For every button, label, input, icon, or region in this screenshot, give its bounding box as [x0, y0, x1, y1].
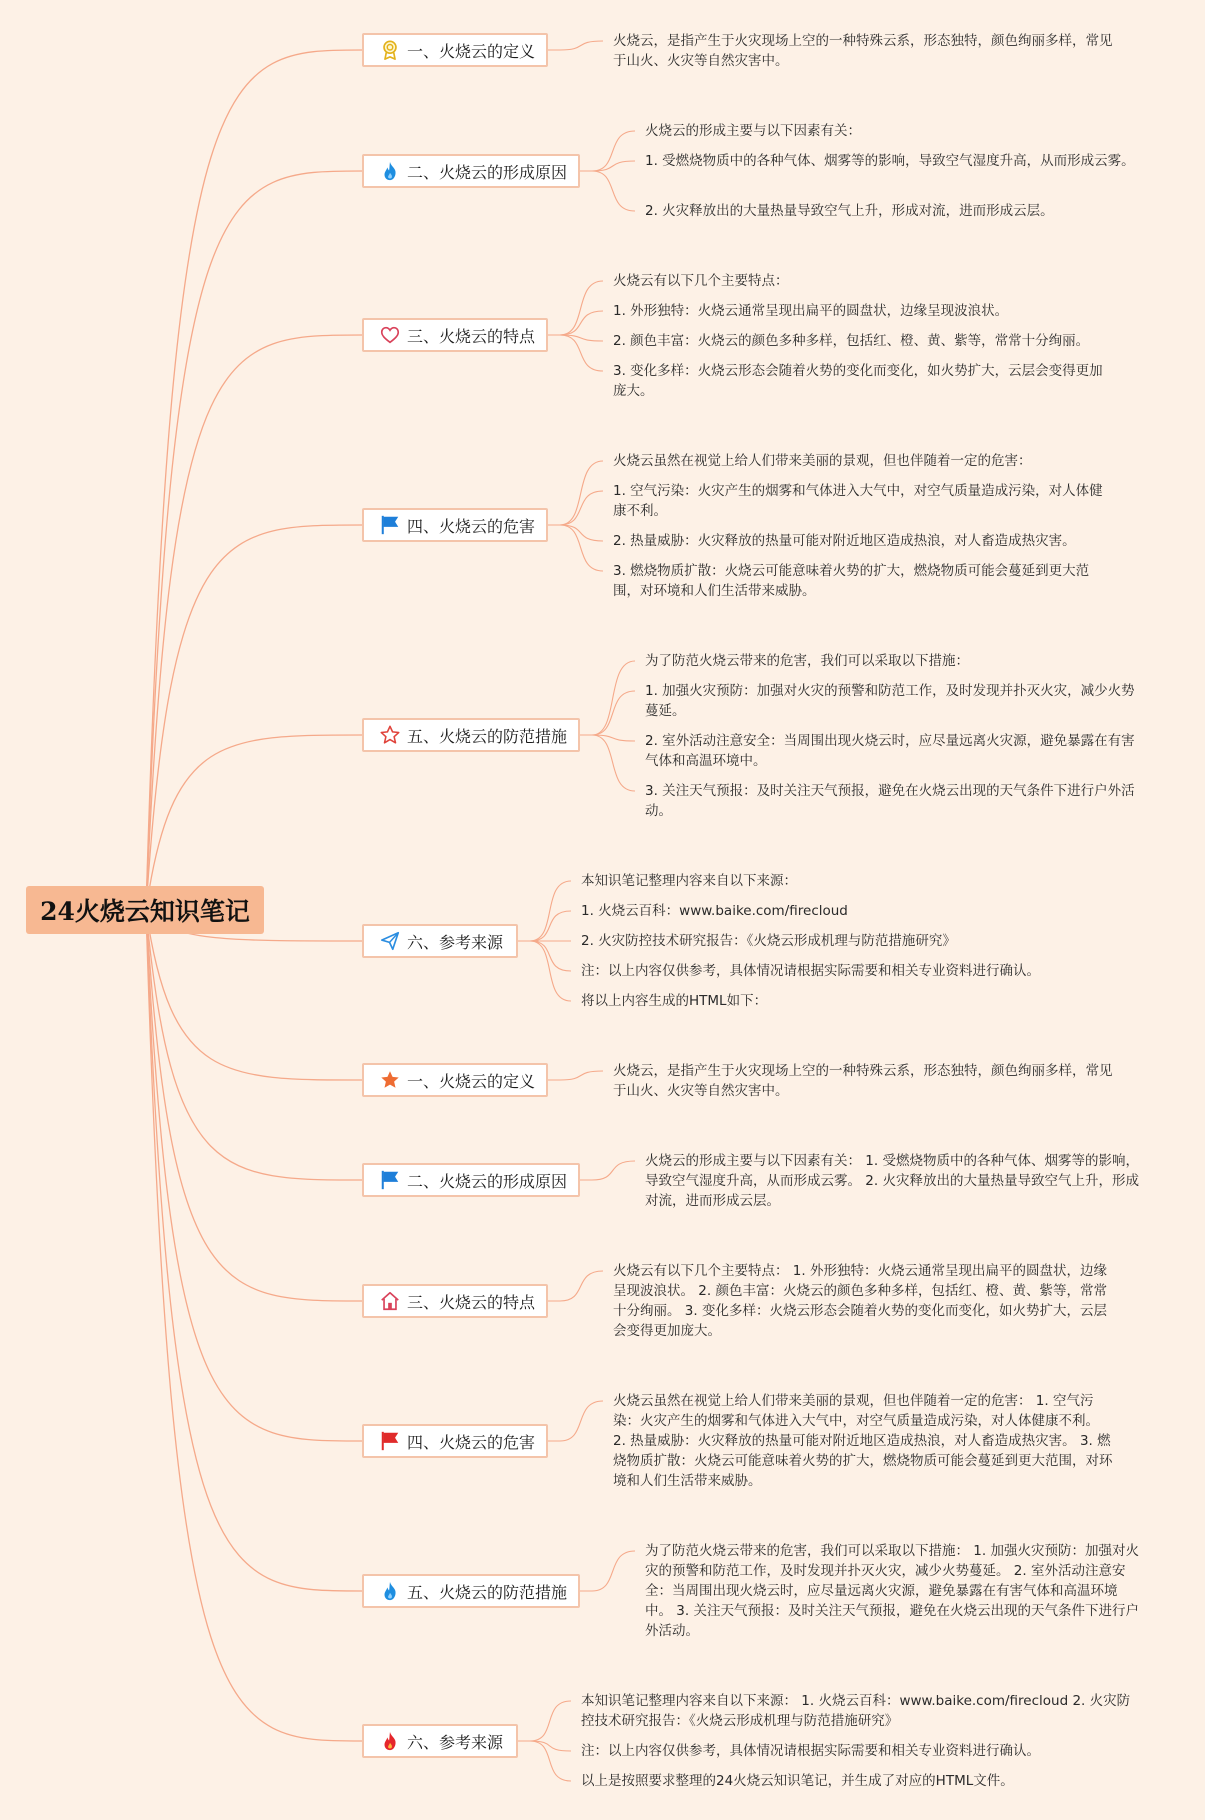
- red-flag-icon: [379, 1430, 401, 1452]
- branch-features-2[interactable]: [362, 1284, 548, 1318]
- detail-text: 3. 关注天气预报：及时关注天气预报，避免在火烧云出现的天气条件下进行户外活动。: [645, 783, 1135, 819]
- connector-line: [548, 525, 603, 541]
- home-icon: [379, 1290, 401, 1312]
- connector-line: [518, 941, 571, 1001]
- root-topic[interactable]: 24火烧云知识笔记: [26, 886, 264, 934]
- detail-text: 火烧云虽然在视觉上给人们带来美丽的景观，但也伴随着一定的危害：: [613, 453, 1032, 469]
- detail-text: 火烧云有以下几个主要特点：: [613, 273, 789, 289]
- connector-line: [548, 491, 603, 525]
- branch-label: 二、火烧云的形成原因: [407, 162, 568, 182]
- connector-line: [548, 1271, 603, 1301]
- detail-text: 火烧云，是指产生于火灾现场上空的一种特殊云系，形态独特，颜色绚丽多样，常见于山火、火灾等自然灾害中。: [613, 33, 1113, 69]
- detail-text: 本知识笔记整理内容来自以下来源：: [581, 873, 797, 889]
- detail-text: 2. 火灾释放出的大量热量导致空气上升，形成对流，进而形成云层。: [645, 203, 1054, 219]
- connector-line: [580, 735, 635, 791]
- connector-line: [548, 335, 603, 341]
- detail-text: 火烧云虽然在视觉上给人们带来美丽的景观，但也伴随着一定的危害： 1. 空气污染：火灾产生的烟雾和气体进入大气中，对空气质量造成污染，对人体健康不利。 2. 热量威胁：火灾释放的热量可能对附近地区造成热浪，对人畜造成热灾害。 3. 燃烧物质扩散：火烧云可能意味着火势的扩大，燃烧物质可能会蔓延到更大范围，对环境和人们生活带来威胁。: [613, 1393, 1113, 1489]
- connector-line: [146, 735, 362, 910]
- branch-label: 六、参考来源: [407, 1732, 504, 1752]
- detail-text: 火烧云的形成主要与以下因素有关： 1. 受燃烧物质中的各种气体、烟雾等的影响，导致空气湿度升高，从而形成云雾。 2. 火灾释放出的大量热量导致空气上升，形成对流，进而形成云层。: [645, 1153, 1139, 1209]
- detail-text: 注：以上内容仅供参考，具体情况请根据实际需要和相关专业资料进行确认。: [581, 1743, 1040, 1759]
- connector-line: [580, 735, 635, 741]
- flame-icon: [379, 1580, 401, 1602]
- detail-text: 将以上内容生成的HTML如下：: [581, 993, 768, 1009]
- detail-text: 火烧云，是指产生于火灾现场上空的一种特殊云系，形态独特，颜色绚丽多样，常见于山火、火灾等自然灾害中。: [613, 1063, 1113, 1099]
- award-icon: [379, 39, 401, 61]
- branch-label: 六、参考来源: [407, 932, 504, 952]
- connector-line: [518, 911, 571, 941]
- detail-text: 2. 火灾防控技术研究报告：《火烧云形成机理与防范措施研究》: [581, 933, 956, 949]
- detail-text: 2. 热量威胁：火灾释放的热量可能对附近地区造成热浪，对人畜造成热灾害。: [613, 533, 1076, 549]
- branch-sources-2[interactable]: [362, 1724, 518, 1758]
- connector-line: [518, 1741, 571, 1751]
- detail-text: 3. 变化多样：火烧云形态会随着火势的变化而变化，如火势扩大，云层会变得更加庞大。: [613, 363, 1103, 399]
- branch-features[interactable]: [362, 318, 548, 352]
- connector-line: [146, 171, 362, 910]
- flag-icon: [379, 1169, 401, 1191]
- connector-line: [548, 461, 603, 525]
- detail-text: 1. 火烧云百科：www.baike.com/firecloud: [581, 903, 848, 919]
- connector-line: [146, 910, 362, 1301]
- connector-line: [146, 910, 362, 1591]
- detail-text: 2. 颜色丰富：火烧云的颜色多种多样，包括红、橙、黄、紫等，常常十分绚丽。: [613, 333, 1090, 349]
- connector-line: [146, 50, 362, 910]
- branch-prevention-2[interactable]: [362, 1574, 580, 1608]
- star-icon: [379, 1069, 401, 1091]
- connector-line: [580, 661, 635, 735]
- branch-label: 四、火烧云的危害: [407, 516, 536, 536]
- branch-definition[interactable]: [362, 33, 548, 67]
- connector-line: [146, 910, 362, 1180]
- connector-line: [518, 1741, 571, 1781]
- branch-label: 一、火烧云的定义: [407, 41, 536, 61]
- connector-line: [548, 525, 603, 571]
- branch-prevention[interactable]: [362, 718, 580, 752]
- detail-text: 为了防范火烧云带来的危害，我们可以采取以下措施： 1. 加强火灾预防：加强对火灾的预警和防范工作，及时发现并扑灭火灾，减少火势蔓延。 2. 室外活动注意安全：当周围出现火烧云时，应尽量远离火灾源，避免暴露在有害气体和高温环境中。 3. 关注天气预报：及时关注天气预报，避免在火烧云出现的天气条件下进行户外活动。: [645, 1543, 1139, 1639]
- branch-hazards-2[interactable]: [362, 1424, 548, 1458]
- connector-line: [580, 1551, 635, 1591]
- fire-icon: [379, 1730, 401, 1752]
- detail-text: 注：以上内容仅供参考，具体情况请根据实际需要和相关专业资料进行确认。: [581, 963, 1040, 979]
- detail-text: 1. 受燃烧物质中的各种气体、烟雾等的影响，导致空气湿度升高，从而形成云雾。: [645, 153, 1135, 169]
- connector-line: [548, 1071, 603, 1080]
- branch-causes[interactable]: [362, 154, 580, 188]
- connector-line: [580, 1161, 635, 1180]
- connector-line: [146, 910, 362, 1080]
- branch-definition-2[interactable]: [362, 1063, 548, 1097]
- branch-label: 一、火烧云的定义: [407, 1071, 536, 1091]
- send-icon: [379, 930, 401, 952]
- connector-line: [518, 941, 571, 971]
- connector-line: [548, 41, 603, 50]
- detail-text: 火烧云的形成主要与以下因素有关：: [645, 123, 861, 139]
- branch-label: 四、火烧云的危害: [407, 1432, 536, 1452]
- detail-text: 1. 外形独特：火烧云通常呈现出扁平的圆盘状，边缘呈现波浪状。: [613, 303, 1009, 319]
- flag-icon: [379, 514, 401, 536]
- detail-text: 1. 加强火灾预防：加强对火灾的预警和防范工作，及时发现并扑灭火灾，减少火势蔓延。: [645, 683, 1135, 719]
- branch-label: 三、火烧云的特点: [407, 1292, 536, 1312]
- branch-label: 五、火烧云的防范措施: [407, 1582, 568, 1602]
- detail-text: 1. 空气污染：火灾产生的烟雾和气体进入大气中，对空气质量造成污染，对人体健康不利。: [613, 483, 1103, 519]
- connector-line: [580, 691, 635, 735]
- detail-text: 3. 燃烧物质扩散：火烧云可能意味着火势的扩大，燃烧物质可能会蔓延到更大范围，对环境和人们生活带来威胁。: [613, 563, 1090, 599]
- detail-text: 为了防范火烧云带来的危害，我们可以采取以下措施：: [645, 653, 969, 669]
- star-outline-icon: [379, 724, 401, 746]
- connector-line: [518, 881, 571, 941]
- detail-text: 2. 室外活动注意安全：当周围出现火烧云时，应尽量远离火灾源，避免暴露在有害气体和高温环境中。: [645, 733, 1135, 769]
- connector-line: [146, 910, 362, 1741]
- detail-text: 火烧云有以下几个主要特点： 1. 外形独特：火烧云通常呈现出扁平的圆盘状，边缘呈现波浪状。 2. 颜色丰富：火烧云的颜色多种多样，包括红、橙、黄、紫等，常常十分绚丽。 3. 变化多样：火烧云形态会随着火势的变化而变化，如火势扩大，云层会变得更加庞大。: [613, 1263, 1107, 1339]
- connector-line: [518, 1701, 571, 1741]
- connector-line: [146, 525, 362, 910]
- branch-sources[interactable]: [362, 924, 518, 958]
- flame-icon: [379, 160, 401, 182]
- connector-line: [548, 1401, 603, 1441]
- branch-label: 三、火烧云的特点: [407, 326, 536, 346]
- connector-line: [146, 335, 362, 910]
- detail-text: 以上是按照要求整理的24火烧云知识笔记，并生成了对应的HTML文件。: [581, 1773, 1014, 1789]
- connector-line: [580, 171, 635, 211]
- connector-line: [548, 281, 603, 335]
- detail-text: 本知识笔记整理内容来自以下来源： 1. 火烧云百科：www.baike.com/firecloud 2. 火灾防控技术研究报告：《火烧云形成机理与防范措施研究》: [581, 1693, 1131, 1729]
- branch-causes-2[interactable]: [362, 1163, 580, 1197]
- branch-label: 二、火烧云的形成原因: [407, 1171, 568, 1191]
- branch-hazards[interactable]: [362, 508, 548, 542]
- heart-icon: [379, 324, 401, 346]
- connector-line: [580, 131, 635, 171]
- branch-label: 五、火烧云的防范措施: [407, 726, 568, 746]
